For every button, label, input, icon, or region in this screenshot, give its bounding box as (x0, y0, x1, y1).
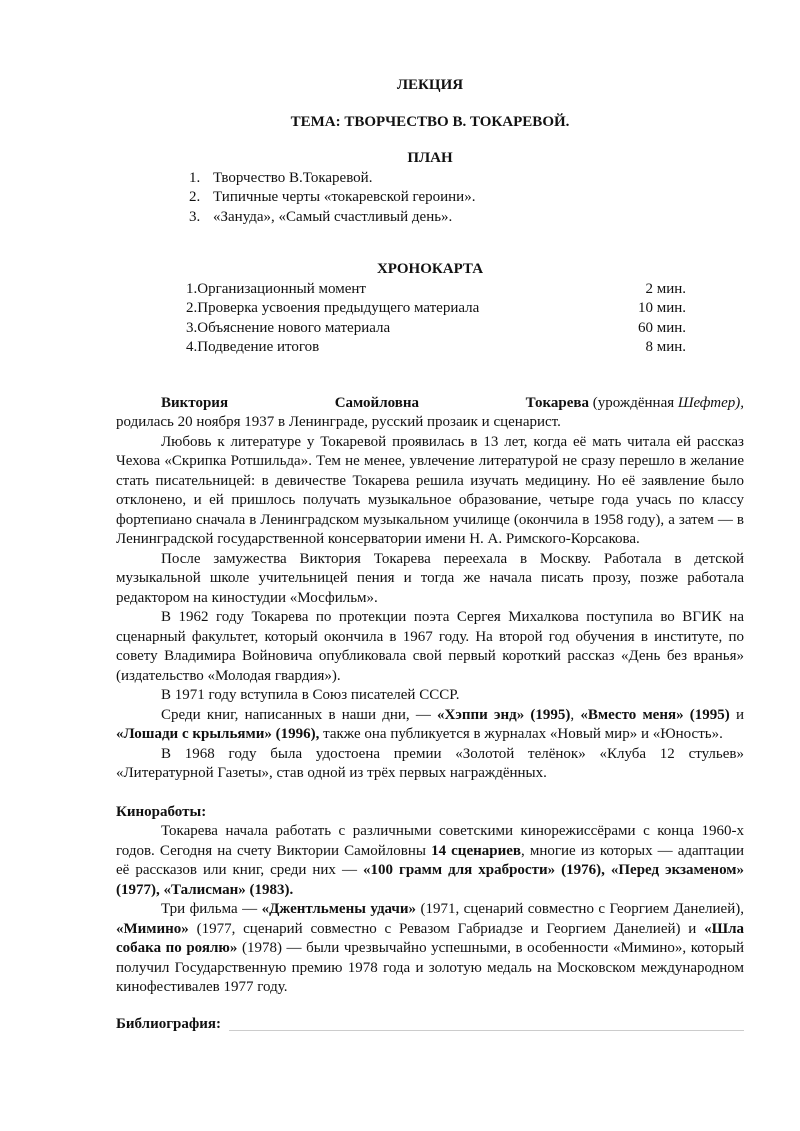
chronocard-row (186, 280, 686, 300)
name-middle: Самойловна (334, 394, 419, 411)
bio-p6-text-e: также она публикуется в журналах «Новый мир» и «Юность». (319, 726, 723, 742)
film-shla-sobaka: «Шла собака по роялю» (116, 920, 744, 956)
bio-paragraph-3: После замужества Виктория Токарева переехала в Москву. Работала в детской музыкальной школе учительницей пения и тогда же начала писать прозу, позже работала редактором на киностудии «Мосфильм». (116, 550, 744, 606)
chronocard-row (186, 338, 686, 358)
bio-p6-text-a: Среди книг, написанных в наши дни, — (161, 706, 438, 723)
chronocard-row (186, 299, 686, 319)
biography-section (116, 394, 744, 784)
name-first: Виктория (161, 394, 229, 411)
plan-item-number: 1. (189, 169, 201, 186)
book-happy-end: «Хэппи энд» (1995) (437, 706, 571, 723)
plan-item-text: Творчество В.Токаревой. (213, 169, 373, 186)
plan-item (189, 169, 744, 189)
bibliography-rule (229, 1029, 744, 1031)
chronocard-item: 4.Подведение итогов (186, 339, 320, 355)
bio-paragraph-2: Любовь к литературе у Токаревой проявилась в 13 лет, когда её мать читала ей рассказ Чехова «Скрипка Ротшильда». Тем не менее, увлечение литературой не сразу перешло в желание стать писательницей: в девичестве Токарева решила изучать медицину. Но её заявление было отклонено, и ей пришлось получать музыкальное образование, четыре года учась по классу фортепиано сначала в Ленинградском музыкальном училище (окончила в 1958 году), а затем — в Ленинградской государственной консерватории имени Н. А. Римского-Корсакова. (116, 433, 744, 547)
plan-list (189, 169, 744, 228)
chronocard-table (186, 280, 686, 358)
birth-name: Шефтер), (677, 394, 744, 411)
name-last: Токарева (525, 394, 589, 411)
films-scripts-count: 14 сценариев (431, 842, 521, 859)
bio-p6-text-c: , (570, 706, 581, 723)
films-paragraph-1 (116, 822, 744, 900)
films-paragraph-2 (116, 900, 744, 998)
bibliography-title: Библиография: (116, 1015, 222, 1032)
bio-p6-text-d: и (729, 706, 745, 723)
film-gentlemen: «Джентльмены удачи» (261, 901, 417, 917)
chronocard-time: 2 мин. (645, 280, 686, 297)
films-p2-text-e: (1978) — были чрезвычайно успешными, в особенности «Мимино», который получил Государственную премию 1978 года и золотую медаль на Московском международном кинофестивалев 1977 году. (116, 940, 744, 995)
plan-item-text: «Зануда», «Самый счастливый день». (213, 208, 453, 225)
chronocard-time: 8 мин. (645, 339, 686, 355)
films-p1-text-c: , многие из которых — адаптации её рассказов или книг, среди них — (116, 842, 745, 878)
plan-item-number: 2. (189, 189, 201, 205)
films-list-bold: «100 грамм для храбрости» (1976), «Перед экзаменом» (1977), «Талисман» (1983). (116, 862, 745, 898)
chronocard-time: 10 мин. (637, 300, 686, 316)
films-p2-text-d: (1977, сценарий совместно с Ревазом Габриадзе и Георгием Данелией) и (188, 920, 705, 937)
chronocard-item: 1.Организационный момент (186, 280, 366, 297)
plan-item (189, 188, 744, 208)
chronocard-item: 2.Проверка усвоения предыдущего материала (186, 300, 480, 316)
birth-name-open: (урождённая (588, 394, 678, 411)
chronocard-title: ХРОНОКАРТА (376, 261, 484, 277)
topic-title: ТЕМА: ТВОРЧЕСТВО В. ТОКАРЕВОЙ. (290, 113, 570, 130)
chronocard-row (186, 319, 686, 339)
films-p2-text-a: Три фильма — (161, 901, 262, 917)
book-vmesto-menya: «Вместо меня» (1995) (580, 706, 730, 723)
films-p2-text-c: (1971, сценарий совместно с Георгием Данелией), (416, 901, 744, 917)
films-title: Киноработы: (116, 803, 207, 820)
chronocard-time: 60 мин. (637, 319, 686, 336)
plan-item-text: Типичные черты «токаревской героини». (213, 189, 476, 205)
bibliography-heading (116, 1015, 744, 1035)
plan-item (189, 208, 744, 228)
bio-paragraph-4: В 1962 году Токарева по протекции поэта Сергея Михалкова поступила во ВГИК на сценарный факультет, который окончила в 1967 году. На второй год обучения в институте, по совету Владимира Войновича опубликовала свой первый короткий рассказ «День без вранья» (издательство «Молодая гвардия»). (116, 609, 744, 684)
film-mimino: «Мимино» (116, 920, 189, 937)
lecture-title: ЛЕКЦИЯ (396, 77, 464, 93)
bio-paragraph-6 (116, 706, 744, 745)
bio-paragraph-5: В 1971 году вступила в Союз писателей СССР. (161, 687, 460, 703)
bio-paragraph-1: родилась 20 ноября 1937 в Ленинграде, русский прозаик и сценарист. (116, 414, 561, 430)
plan-item-number: 3. (189, 208, 201, 225)
films-p1-text-a: Токарева начала работать с различными советскими кинорежиссёрами с конца 1960-х годов. Сегодня на счету Виктории Самойловны (116, 823, 744, 859)
bio-paragraph-7: В 1968 году была удостоена премии «Золотой телёнок» «Клуба 12 стульев» «Литературной Газеты», став одной из трёх первых награждённых. (116, 745, 744, 781)
biography-name-line (116, 394, 744, 414)
book-loshadi: «Лошади с крыльями» (1996), (116, 726, 320, 742)
plan-title: ПЛАН (407, 150, 453, 166)
chronocard-item: 3.Объяснение нового материала (186, 319, 391, 336)
